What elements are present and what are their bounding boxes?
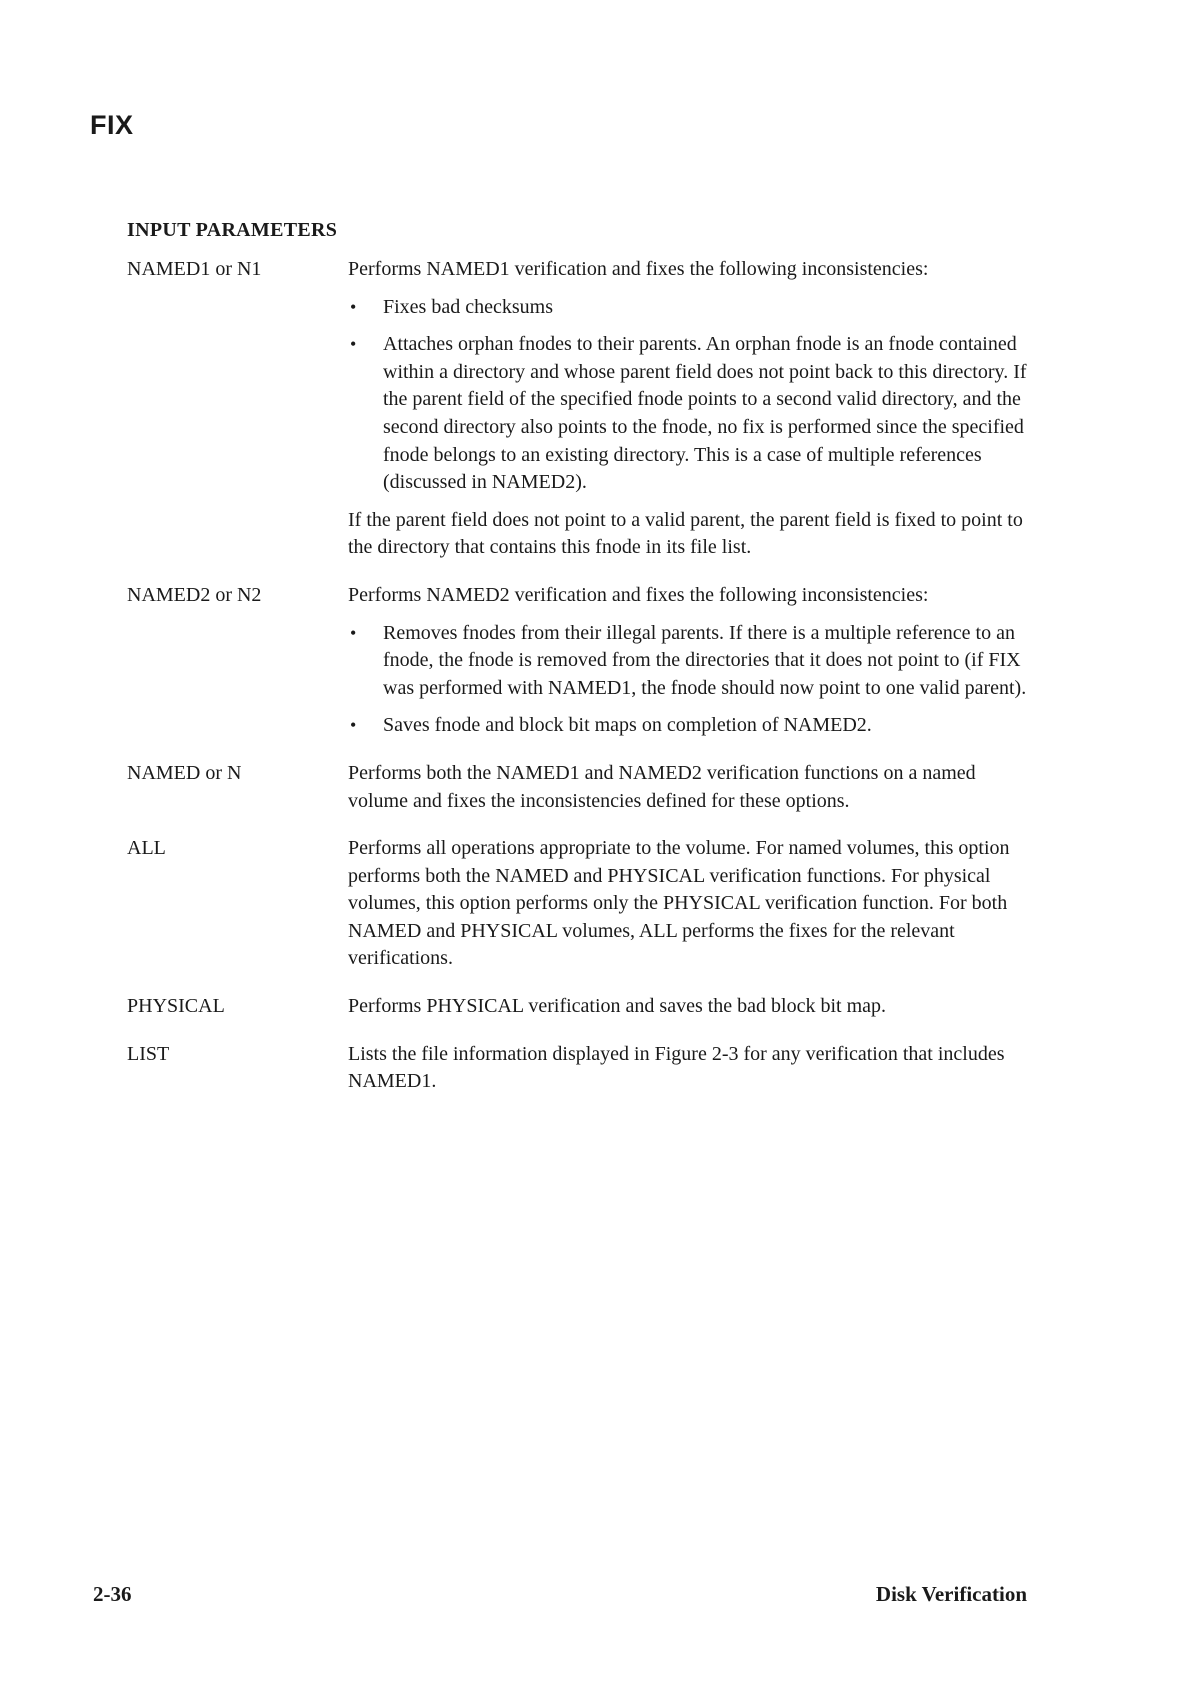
section-title: INPUT PARAMETERS <box>127 219 338 241</box>
param-named1 <box>127 256 1027 572</box>
param-description <box>348 582 1027 750</box>
bullet-item: • Attaches orphan fnodes to their parents. An orphan fnode is an fnode contained within a directory and whose parent field does not point back to this directory. If the parent field of the specified fnode points to a second valid directory, and the second directory also points to the fnode, no fix is performed since the specified fnode belongs to an existing directory. This is a case of multiple references (discussed in NAMED2). <box>348 331 1027 497</box>
param-intro: Performs NAMED1 verification and fixes the following inconsistencies: <box>348 258 929 280</box>
bullet-list <box>348 294 1027 497</box>
param-name: NAMED or N <box>127 761 242 784</box>
chapter-title: Disk Verification <box>875 1582 1027 1606</box>
param-description <box>348 760 1027 825</box>
param-name: LIST <box>127 1042 170 1065</box>
param-all <box>127 835 1027 983</box>
param-intro: Performs all operations appropriate to the volume. For named volumes, this option performs both the NAMED and PHYSICAL verification functions. For physical volumes, this option performs only the PHYSICAL verification function. For both NAMED and PHYSICAL volumes, ALL performs the fixes for the relevant verifications. <box>348 837 1010 970</box>
param-name: NAMED2 or N2 <box>127 583 262 606</box>
param-name: ALL <box>127 837 166 860</box>
bullet-item: • Saves fnode and block bit maps on completion of NAMED2. <box>348 712 1027 740</box>
page-header-title: FIX <box>90 110 134 140</box>
param-intro: Performs both the NAMED1 and NAMED2 verification functions on a named volume and fixes the inconsistencies defined for these options. <box>348 761 976 812</box>
param-name: PHYSICAL <box>127 995 225 1018</box>
param-intro: Lists the file information displayed in Figure 2-3 for any verification that includes NAMED1. <box>348 1042 1005 1093</box>
bullet-item: • Removes fnodes from their illegal parents. If there is a multiple reference to an fnode, the fnode is removed from the directories that it does not point to (if FIX was performed with NAMED1, the fnode should now point to one valid parent). <box>348 620 1027 703</box>
param-description <box>348 993 1027 1031</box>
param-named2 <box>127 582 1027 750</box>
param-name: NAMED1 or N1 <box>127 258 262 280</box>
param-list <box>127 1041 1027 1106</box>
param-named <box>127 760 1027 825</box>
param-followup: If the parent field does not point to a valid parent, the parent field is fixed to point to the directory that contains this fnode in its file list. <box>348 508 1023 559</box>
param-description <box>348 835 1027 983</box>
bullet-list <box>348 620 1027 740</box>
param-description <box>348 1041 1027 1106</box>
param-physical <box>127 993 1027 1031</box>
parameter-list <box>127 256 1027 1116</box>
param-intro: Performs PHYSICAL verification and saves the bad block bit map. <box>348 995 887 1018</box>
param-description <box>348 256 1027 572</box>
bullet-item: • Fixes bad checksums <box>348 294 1027 322</box>
page-number: 2-36 <box>93 1582 132 1606</box>
param-intro: Performs NAMED2 verification and fixes the following inconsistencies: <box>348 583 929 606</box>
